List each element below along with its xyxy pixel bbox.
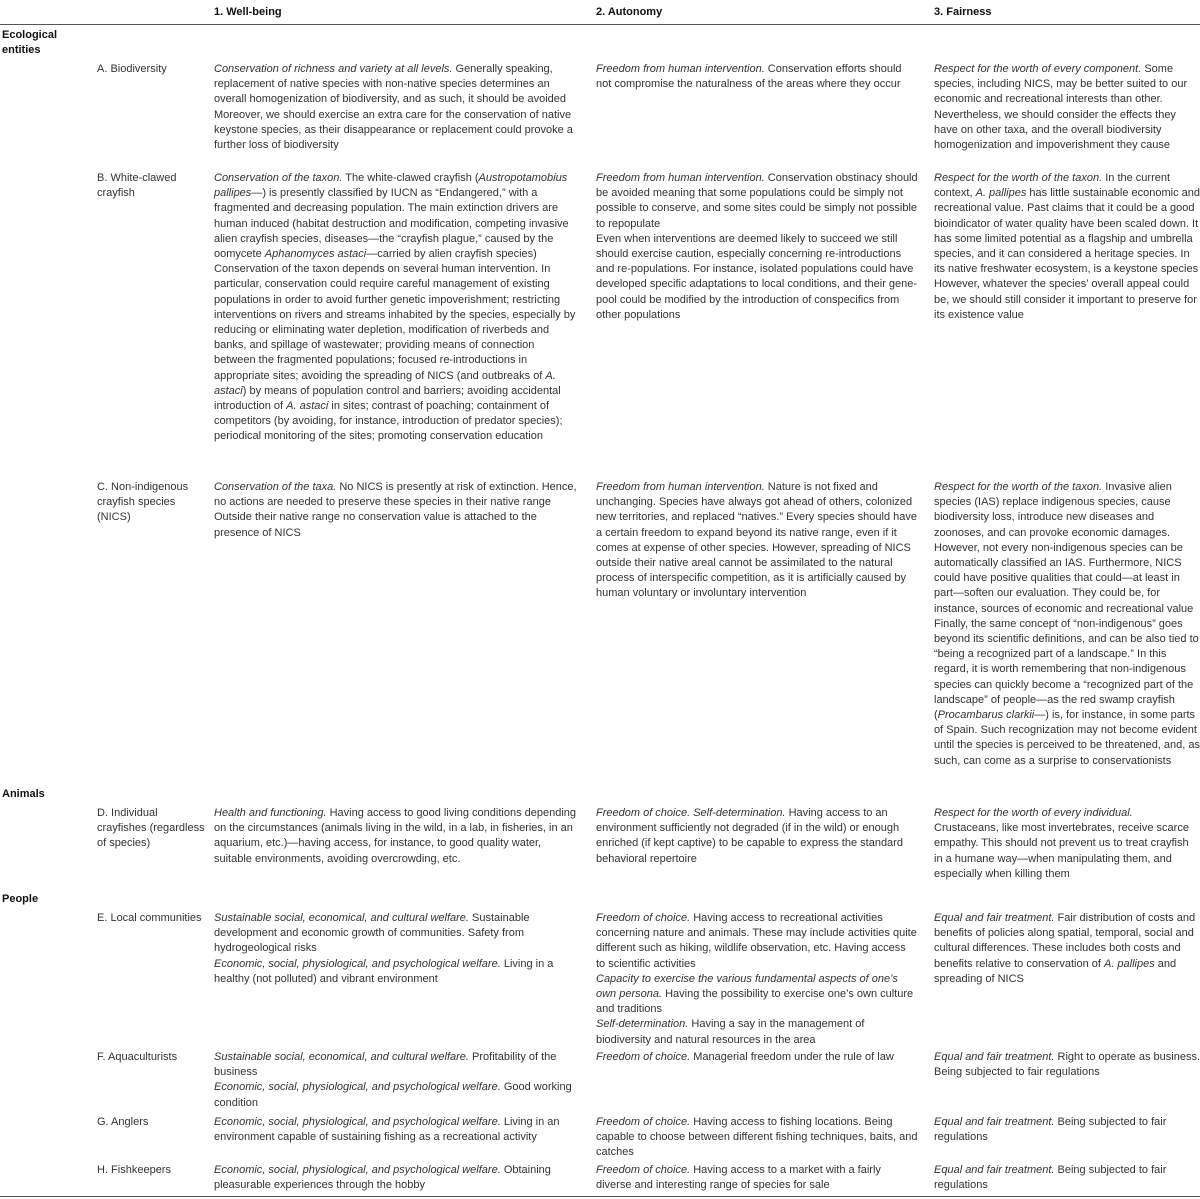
paragraph: Even when interventions are deemed likely to succeed we still should exercise caution, especially concerning re-introductions and re-populations. For instance, isolated populations could have developed specific adaptations to local conditions, and their gene-pool could be modified by the introduction of conspecifics from other populations [596, 232, 918, 321]
paragraph: Capacity to exercise the various fundamental aspects of one’s own persona. Having the possibility to exercise one’s own culture and traditions [596, 972, 914, 1016]
cell-white-clawed-fairness [934, 171, 1200, 323]
table-bottom-rule [0, 1196, 1200, 1197]
cell-anglers-well-being: Economic, social, physiological, and psychological welfare. Living in an environment capable of sustaining fishing as a recreational activity [214, 1116, 560, 1144]
row-label-individual-crayfishes: D. Individual crayfishes (regardless of species) [97, 807, 205, 850]
cell-individual-autonomy: Freedom of choice. Self-determination. Having access to an environment sufficiently not degraded (if in the wild) or enough enriched (if kept captive) to be capable to express the standard behavioral repertoire [596, 807, 903, 865]
cell-individual-fairness: Respect for the worth of every individual. Crustaceans, like most invertebrates, receive scarce empathy. This should not prevent us to treat crayfish in a humane way—when manipulating them, and especially when killing them [934, 807, 1189, 880]
cell-aquaculturists-fairness: Equal and fair treatment. Right to operate as business. Being subjected to fair regulations [934, 1051, 1200, 1079]
cell-local-well-being [214, 911, 579, 987]
cell-biodiversity-fairness: Respect for the worth of every component. Some species, including NICS, may be better suited to our economic and recreational interests than other. Nevertheless, we should consider the effects they have on other taxa, and the overall biodiversity homogenization and impoverishment they cause [934, 63, 1188, 152]
cell-aquaculturists-well-being [214, 1050, 579, 1111]
cell-individual-well-being: Health and functioning. Having access to good living conditions depending on the circumstances (animals living in the wild, in a lab, in fisheries, in an aquarium, etc.)—having access, for instance, to good quality water, suitable environments, avoiding overcrowding, etc. [214, 807, 577, 865]
paragraph: Sustainable social, economical, and cultural welfare. Profitability of the business [214, 1051, 557, 1079]
paragraph: Outside their native range no conservation value is attached to the presence of NICS [214, 511, 537, 539]
row-label-local-communities: E. Local communities [97, 912, 202, 924]
cell-anglers-autonomy: Freedom of choice. Having access to fishing locations. Being capable to choose between different fishing techniques, baits, and catches [596, 1116, 918, 1159]
section-people: People [2, 893, 39, 905]
paragraph: Sustainable social, economical, and cultural welfare. Sustainable development and economic growth of communities. Safety from hydrogeological risks [214, 912, 530, 955]
paragraph: Economic, social, physiological, and psychological welfare. Living in a healthy (not polluted) and vibrant environment [214, 957, 554, 985]
cell-fishkeepers-well-being: Economic, social, physiological, and psychological welfare. Obtaining pleasurable experiences through the hobby [214, 1164, 551, 1192]
column-header-well-being: 1. Well-being [214, 6, 282, 18]
row-label-aquaculturists: F. Aquaculturists [97, 1051, 178, 1063]
cell-biodiversity-autonomy: Freedom from human intervention. Conservation efforts should not compromise the naturalness of the areas where they occur [596, 63, 902, 91]
row-label-anglers: G. Anglers [97, 1116, 149, 1128]
cell-local-autonomy [596, 911, 918, 1048]
row-label-white-clawed-crayfish: B. White-clawed crayfish [97, 172, 177, 200]
paragraph: Freedom from human intervention. Conservation obstinacy should be avoided meaning that some populations could be simply not possible to conserve, and some sites could be simply not possible to repopulate [596, 172, 918, 230]
row-label-nics: C. Non-indigenous crayfish species (NICS) [97, 481, 189, 524]
column-header-fairness: 3. Fairness [934, 6, 992, 18]
cell-nics-well-being [214, 480, 579, 541]
paragraph: Freedom of choice. Having access to recreational activities concerning nature and animals. These may include activities quite different such as hiking, wildlife observation, etc. Having access to scientific activities [596, 912, 917, 970]
paragraph: Economic, social, physiological, and psychological welfare. Good working condition [214, 1081, 572, 1109]
cell-white-clawed-autonomy [596, 171, 918, 323]
cell-local-fairness: Equal and fair treatment. Fair distribution of costs and benefits of policies along spatial, temporal, social and cultural differences. These includes both costs and benefits relative to conservation of A. pallipes and spreading of NICS [934, 912, 1196, 985]
paragraph: Self-determination. Having a say in the management of biodiversity and natural resources in the area [596, 1018, 865, 1046]
table-header [0, 0, 1200, 25]
cell-anglers-fairness: Equal and fair treatment. Being subjected to fair regulations [934, 1116, 1167, 1144]
paragraph: However, whatever the species’ overall appeal could be, we should still consider it important to preserve for its existence value [934, 278, 1197, 321]
cell-nics-fairness: Respect for the worth of the taxon. Invasive alien species (IAS) replace indigenous species, cause biodiversity loss, introduce new diseases and zoonoses, and can provoke economic damages. However, not every non-indigenous species can be automatically classified an IAS. Furthermore, NICS could have positive qualities that could—at least in part—soften our evaluation. They could be, for instance, sources of economic and recreational value Finally, the same concept of “non-indigenous” goes beyond its scientific definitions, and can be also tied to “being a recognized part of a landscape.” In this regard, it is worth remembering that non-indigenous species can quickly become a “recognized part of the landscape” of people—as the red swamp crayfish (Procambarus clarkii—) is, for instance, in some parts of Spain. Such recognization may not become evident until the species is perceived to be threatened, and, as such, can come as a surprise to conservationists [934, 481, 1200, 767]
paragraph: Conservation of richness and variety at all levels. Generally speaking, replacement of native species with non-native species determines an overall homogenization of biodiversity, and as such, it should be avoided [214, 63, 567, 106]
row-label-fishkeepers: H. Fishkeepers [97, 1164, 171, 1176]
cell-fishkeepers-fairness: Equal and fair treatment. Being subjected to fair regulations [934, 1164, 1167, 1192]
paragraph: Moreover, we should exercise an extra care for the conservation of native keystone species, as their disappearance or replacement could provoke a further loss of biodiversity [214, 108, 573, 152]
cell-nics-autonomy: Freedom from human intervention. Nature is not fixed and unchanging. Species have always got ahead of others, colonized new territories, and replaced “natives.” Every species should have a certain freedom to expand beyond its native range, even if it comes at expense of other species. However, spreading of NICS outside their native areal cannot be assimilated to the natural process of interspecific competition, as it is artificially caused by human voluntary or involuntary intervention [596, 481, 917, 600]
section-ecological-entities: Ecological entities [2, 29, 58, 56]
paragraph: Conservation of the taxon. The white-clawed crayfish (Austropotamobius pallipes—) is presently classified by IUCN as “Endangered,” with a fragmented and decreasing population. The main extinction drivers are human induced (habitat destruction and modification, competing invasive alien crayfish species, diseases—the “crayfish plague,” caused by the oomycete Aphanomyces astaci—carried by alien crayfish species) [214, 172, 569, 261]
paragraph: Respect for the worth of the taxon. In the current context, A. pallipes has little sustainable economic and recreational value. Past claims that it could be a good bioindicator of water quality have been scaled down. It has some limited potential as a flagship and umbrella species, and it can considered a heritage species. In its native freshwater ecosystem, is a keystone species [934, 172, 1200, 276]
cell-biodiversity-well-being [214, 62, 579, 153]
paragraph: Conservation of the taxon depends on several human intervention. In particular, conservation could require careful management of existing populations in order to avoid further genetic impoverishment; restricting interventions on rivers and streams inhabited by the species, especially by reducing or eliminating water depletion, modification of riverbeds and banks, and spillage of wastewater; providing means of connection between the fragmented populations; focused re-introductions in appropriate sites; avoiding the spreading of NICS (and outbreaks of A. astaci) by means of population control and barriers; avoiding accidental introduction of A. astaci in sites; contrast of poaching; containment of competitors (by avoiding, for instance, introduction of predator species); periodical monitoring of the sites; promoting conservation education [214, 263, 576, 443]
paragraph: Conservation of the taxa. No NICS is presently at risk of extinction. Hence, no actions are needed to preserve these species in their native range [214, 481, 577, 509]
section-animals: Animals [2, 788, 45, 800]
cell-white-clawed-well-being [214, 171, 579, 445]
cell-fishkeepers-autonomy: Freedom of choice. Having access to a market with a fairly diverse and interesting range of species for sale [596, 1164, 881, 1192]
row-label-biodiversity: A. Biodiversity [97, 63, 167, 75]
cell-aquaculturists-autonomy: Freedom of choice. Managerial freedom under the rule of law [596, 1051, 894, 1063]
column-header-autonomy: 2. Autonomy [596, 6, 663, 18]
